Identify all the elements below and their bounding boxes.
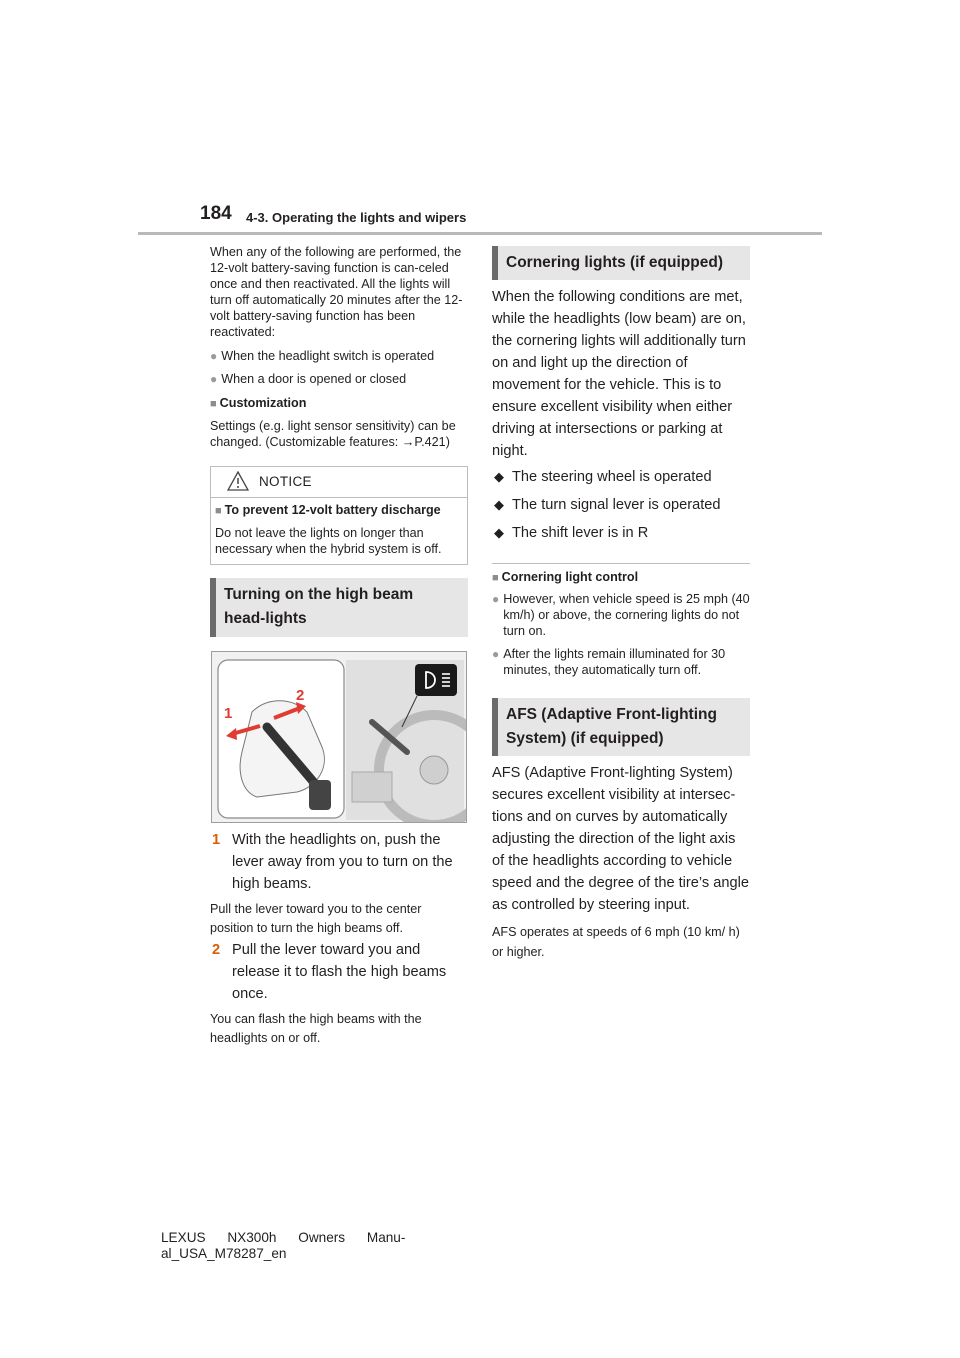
step-1-text: With the headlights on, push the lever away from you to turn on the high beams. bbox=[232, 832, 453, 892]
customization-heading: ■ Customization bbox=[210, 396, 307, 410]
intro-paragraph: When any of the following are performed, the 12-volt battery-saving function is can-celed once and then reactivated. All the lights will turn off automatically 20 minutes after the 12-volt battery-saving function has been reactivated: bbox=[210, 245, 463, 339]
page-number: 184 bbox=[200, 203, 232, 224]
notice-box bbox=[210, 466, 468, 565]
afs-heading: AFS (Adaptive Front-lighting System) (if equipped) bbox=[492, 698, 750, 756]
customization-text: Settings (e.g. light sensor sensitivity) can be changed. (Customizable features: →P.421) bbox=[210, 419, 456, 449]
list-item: ◆ The turn signal lever is operated bbox=[494, 497, 721, 513]
diamond-bullet-icon: ◆ bbox=[494, 497, 504, 512]
footer-line-2: al_USA_M78287_en bbox=[161, 1246, 287, 1261]
step-number-2: 2 bbox=[212, 942, 221, 958]
afs-text: AFS (Adaptive Front-lighting System) secures excellent visibility at intersec-tions and on curves by automatically adjusting the direction of the light axis of the headlights according to vehicle speed and the degree of the tire’s angle as controlled by steering input. bbox=[492, 765, 749, 913]
bullet-circle-icon: ● bbox=[210, 349, 218, 363]
bullet-circle-icon: ● bbox=[492, 592, 500, 606]
step-number-1: 1 bbox=[212, 832, 221, 848]
diamond-bullet-icon: ◆ bbox=[494, 525, 504, 540]
notice-label: NOTICE bbox=[259, 474, 312, 489]
list-item: ◆ The shift lever is in R bbox=[494, 525, 649, 541]
figure-label-1: 1 bbox=[224, 705, 233, 722]
list-item: ◆ The steering wheel is operated bbox=[494, 469, 712, 485]
square-bullet-icon: ■ bbox=[215, 505, 222, 517]
high-beam-figure bbox=[211, 651, 467, 823]
list-item: ● When the headlight switch is operated bbox=[210, 349, 435, 363]
bullet-circle-icon: ● bbox=[492, 647, 500, 661]
section-divider bbox=[492, 563, 750, 564]
afs-note: AFS operates at speeds of 6 mph (10 km/ h) or higher. bbox=[492, 925, 740, 959]
bullet-circle-icon: ● bbox=[210, 372, 218, 386]
list-item: ● When a door is opened or closed bbox=[210, 372, 407, 386]
notice-text: Do not leave the lights on longer than necessary when the hybrid system is off. bbox=[215, 526, 442, 556]
figure-label-2: 2 bbox=[296, 687, 305, 704]
cornering-text: When the following conditions are met, while the headlights (low beam) are on, the cornering lights will additionally turn on and light up the direction of movement for the vehicle. This is to ensure excellent visibility when either driving at intersections or parking at night. bbox=[492, 289, 746, 459]
list-item: ● After the lights remain illuminated for 30 minutes, they automatically turn off. bbox=[492, 647, 726, 677]
high-beam-heading: Turning on the high beam head-lights bbox=[210, 578, 468, 637]
warning-triangle-icon bbox=[227, 471, 249, 491]
square-bullet-icon: ■ bbox=[210, 398, 217, 410]
diamond-bullet-icon: ◆ bbox=[494, 469, 504, 484]
step-2-text: Pull the lever toward you and release it to flash the high beams once. bbox=[232, 942, 447, 1002]
footer-line-1: LEXUS NX300h Owners Manu- bbox=[161, 1230, 406, 1245]
cornering-heading: Cornering lights (if equipped) bbox=[492, 246, 750, 280]
step-2-note: You can flash the high beams with the headlights on or off. bbox=[210, 1012, 422, 1045]
notice-subheading: ■ To prevent 12-volt battery discharge bbox=[215, 503, 441, 517]
list-item: ● However, when vehicle speed is 25 mph (40 km/h) or above, the cornering lights do not turn on. bbox=[492, 592, 750, 638]
header-rule bbox=[138, 232, 822, 235]
square-bullet-icon: ■ bbox=[492, 572, 499, 584]
section-title: 4-3. Operating the lights and wipers bbox=[246, 210, 467, 225]
step-1-note: Pull the lever toward you to the center position to turn the high beams off. bbox=[210, 902, 422, 935]
lever-illustration bbox=[212, 652, 467, 823]
notice-header bbox=[211, 467, 467, 498]
control-heading: ■ Cornering light control bbox=[492, 570, 639, 584]
footer bbox=[161, 1230, 461, 1262]
